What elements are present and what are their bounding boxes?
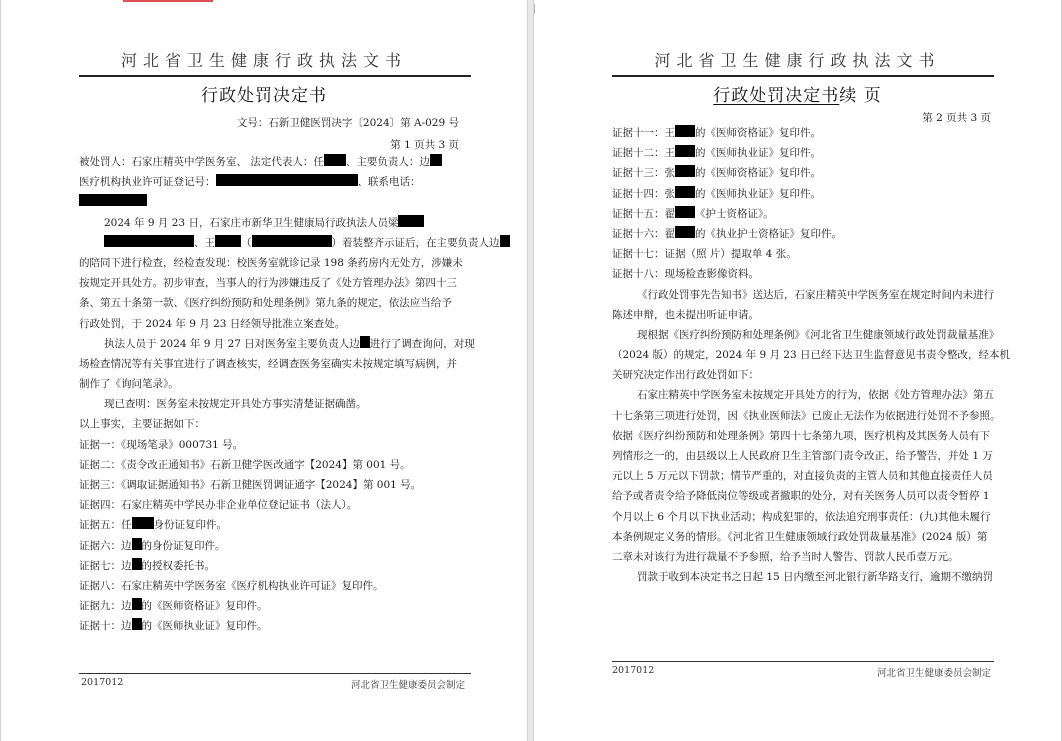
text-segment: 行政处罚，于 2024 年 9 月 23 日经领导批准立案查处。 xyxy=(79,317,346,330)
text-segment: 给予或者责令给予降低岗位等级或者撤职的处分，对有关医务人员可以责令暂停 1 xyxy=(612,490,990,503)
redaction-block xyxy=(216,174,358,186)
text-line xyxy=(79,273,471,293)
footer-rule xyxy=(79,673,471,674)
text-line xyxy=(612,285,994,305)
text-line xyxy=(79,213,471,233)
footer-form-code: 2017012 xyxy=(81,677,124,688)
text-line xyxy=(612,365,994,385)
text-line xyxy=(612,244,994,264)
text-line xyxy=(79,374,471,394)
document-header: 河北省卫生健康行政执法文书 xyxy=(120,51,407,70)
text-segment: ）着装整齐示证后，在主要负责人边 xyxy=(331,236,500,249)
text-segment: 现已查明：医务室未按规定开具处方事实清楚证据确凿。 xyxy=(104,398,367,411)
redaction-block xyxy=(132,538,142,550)
redaction-block xyxy=(675,206,695,218)
text-line xyxy=(612,527,994,547)
text-segment: 证据十四：张 xyxy=(612,187,675,200)
text-line xyxy=(79,495,471,515)
redaction-block xyxy=(675,226,695,238)
text-line xyxy=(79,253,471,273)
text-segment: 的《医师执业证》复印件。 xyxy=(141,620,268,633)
text-segment: 十七条第三项进行处罚，因《执业医师法》已废止无法作为依据进行处罚不予参照。 xyxy=(612,409,1001,422)
text-line xyxy=(79,233,500,253)
redaction-block xyxy=(104,235,194,247)
text-segment: 现根据《医疗纠纷预防和处理条例》《河北省卫生健康领域行政处罚裁量基准》 xyxy=(637,328,1000,341)
text-line xyxy=(79,152,471,172)
tab-indicator xyxy=(123,0,213,2)
text-segment: 按规定开具处方。初步审查，当事人的行为涉嫌违反了《处方管理办法》第四十三 xyxy=(79,277,457,290)
header-rule xyxy=(79,75,471,77)
text-segment: 的《医师执业证》复印件。 xyxy=(695,187,821,200)
redaction-block xyxy=(675,145,695,157)
text-segment: 的《医师资格证》复印件。 xyxy=(695,167,821,180)
text-line xyxy=(79,556,471,576)
text-line xyxy=(612,305,994,325)
redaction-block xyxy=(360,336,370,348)
footer-issuer: 河北省卫生健康委员会制定 xyxy=(876,668,991,679)
text-line xyxy=(612,446,994,466)
text-segment: 《行政处罚事先告知书》送达后，石家庄精英中学医务室在规定时间内未进行 xyxy=(637,288,994,301)
text-segment: 元以上 5 万元以下罚款；情节严重的，对直接负责的主管人员和其他直接责任人员 xyxy=(612,470,993,483)
text-line xyxy=(612,466,994,486)
text-segment: 条、第五十条第一款、《医疗纠纷预防和处理条例》第九条的规定，依法应当给予 xyxy=(79,297,452,310)
footer-issuer: 河北省卫生健康委员会制定 xyxy=(350,680,465,691)
text-line xyxy=(79,314,471,334)
text-line xyxy=(79,475,471,495)
text-line xyxy=(612,204,994,224)
text-segment: 证据二：《责令改正通知书》石新卫健学医改通字【2024】第 001 号。 xyxy=(79,458,411,471)
text-line xyxy=(612,385,994,405)
text-line xyxy=(79,334,475,354)
redaction-block xyxy=(398,215,424,227)
text-segment: 2024 年 9 月 23 日，石家庄市新华卫生健康局行政执法人员梁 xyxy=(104,216,399,229)
text-segment: 证据一：《现场笔录》000731 号。 xyxy=(79,438,244,451)
text-line xyxy=(612,345,1011,365)
redaction-block xyxy=(430,154,442,166)
text-segment: 证据十八：现场检查影像资料。 xyxy=(612,268,759,281)
text-segment: 的身份证复印件。 xyxy=(141,539,226,552)
text-line xyxy=(612,547,994,567)
text-segment: 证据四：石家庄精英中学民办非企业单位登记证书（法人）。 xyxy=(79,499,358,512)
page-indicator: 第 1 页共 3 页 xyxy=(390,139,459,151)
text-segment: 、联系电话： xyxy=(357,176,421,189)
text-segment: 证据十二：王 xyxy=(612,147,675,160)
text-segment: 二章未对该行为进行裁量不予参照，给予当时人警告、罚款人民币壹万元。 xyxy=(612,550,959,563)
redaction-block xyxy=(132,517,154,529)
redaction-block xyxy=(675,165,695,177)
page-indicator: 第 2 页共 3 页 xyxy=(922,112,991,124)
text-segment: 的《执业护士资格证》复印件。 xyxy=(695,227,842,240)
text-segment: 证据三：《调取证据通知书》石新卫健医罚调证通字【2024】第 001 号。 xyxy=(79,479,422,491)
text-line xyxy=(612,264,994,284)
text-segment: 的授权委托书。 xyxy=(141,559,215,572)
text-segment: 被处罚人：石家庄精英中学医务室、 法定代表人：任 xyxy=(79,156,324,168)
text-line xyxy=(612,567,994,587)
redaction-block xyxy=(252,235,332,247)
text-line xyxy=(612,123,994,143)
text-line xyxy=(612,325,1000,345)
text-segment: 证据十：边 xyxy=(79,620,132,633)
text-segment: 罚款于收到本决定书之日起 15 日内缴至河北银行新华路支行，逾期不缴纳罚 xyxy=(637,571,994,584)
text-line xyxy=(79,435,471,455)
text-segment: 制作了《询问笔录》。 xyxy=(79,378,179,391)
redaction-block xyxy=(215,235,241,247)
text-line xyxy=(612,143,994,163)
redaction-block xyxy=(132,558,142,570)
redaction-block xyxy=(132,618,142,630)
text-segment: 执法人员于 2024 年 9 月 27 日对医务室主要负责人边 xyxy=(104,337,360,350)
text-line xyxy=(79,192,471,212)
text-segment: 陈述申辩，也未提出听证申请。 xyxy=(612,308,759,321)
text-segment: 的陪同下进行检查，经检查发现：校医务室就诊记录 198 条药房内无处方，涉嫌未 xyxy=(79,256,463,269)
redaction-block xyxy=(132,598,142,610)
document-title xyxy=(534,81,1061,106)
text-line xyxy=(79,455,471,475)
document-number: 文号：石新卫健医罚决字〔2024〕第 A-029 号 xyxy=(236,117,459,129)
text-line xyxy=(79,596,471,616)
text-segment: 证据十五：翟 xyxy=(612,207,675,220)
document-title: 行政处罚决定书 xyxy=(201,86,327,106)
text-segment: 证据五：任 xyxy=(79,519,132,532)
redaction-block xyxy=(324,154,346,166)
text-line xyxy=(79,172,471,192)
text-segment: 列情形之一的，由县级以上人民政府卫生主管部门责令改正，给予警告，并处 1 万 xyxy=(612,450,993,462)
title-main: 行政处罚决定书 xyxy=(713,86,840,106)
text-segment: 关研究决定作出行政处罚如下： xyxy=(612,369,759,382)
text-segment: 证据十七：证据（照 片）提取单 4 张。 xyxy=(612,248,797,261)
text-line xyxy=(79,616,471,636)
text-line xyxy=(79,576,471,596)
document-page-1 xyxy=(0,0,528,741)
text-line xyxy=(612,163,994,183)
redaction-block xyxy=(79,194,147,206)
text-segment: 的《医师资格证》复印件。 xyxy=(695,127,821,139)
document-body xyxy=(79,152,500,637)
text-segment: 依据《医疗纠纷预防和处理条例》第四十七条第九项，医疗机构及其医务人员有下 xyxy=(612,429,990,442)
footer-rule xyxy=(612,661,994,662)
redaction-block xyxy=(675,125,695,137)
text-segment: 、主要负责人：边 xyxy=(345,156,430,168)
title-suffix: 续 页 xyxy=(839,86,882,106)
document-body xyxy=(612,123,1011,587)
text-segment: 证据九：边 xyxy=(79,600,132,613)
redaction-block xyxy=(500,235,510,247)
text-line xyxy=(612,406,1001,426)
footer-form-code: 2017012 xyxy=(612,665,655,676)
text-segment: 医疗机构执业许可证登记号： xyxy=(79,176,216,189)
text-segment: 证据六：边 xyxy=(79,539,132,552)
text-segment: 进行了调查询问，对现 xyxy=(369,337,475,350)
text-segment: （ xyxy=(241,236,252,249)
text-segment: 证据十三：张 xyxy=(612,167,675,180)
header-rule xyxy=(612,75,994,77)
text-line xyxy=(79,354,471,374)
text-segment: 以上事实，主要证据如下： xyxy=(79,418,205,431)
text-segment: 身份证复印件。 xyxy=(153,519,227,532)
text-segment: 的《医师执业证》复印件。 xyxy=(695,147,821,160)
text-segment: 证据十一：王 xyxy=(612,127,675,139)
document-page-2 xyxy=(533,0,1062,741)
document-header: 河北省卫生健康行政执法文书 xyxy=(654,51,941,70)
text-segment: 证据八：石家庄精英中学医务室《医疗机构执业许可证》复印件。 xyxy=(79,579,384,592)
text-line xyxy=(79,394,471,414)
page-edge-mark xyxy=(534,4,535,14)
text-segment: 、王 xyxy=(194,236,215,249)
text-line xyxy=(612,486,994,506)
text-segment: （2024 版）的规定，2024 年 9 月 23 日已经下达卫生监督意见书责令整改，经本机 xyxy=(612,349,1011,362)
text-line xyxy=(79,414,471,434)
text-line xyxy=(612,426,994,446)
text-line xyxy=(79,293,471,313)
redaction-block xyxy=(675,186,695,198)
text-line xyxy=(79,515,471,535)
text-segment: 《护士资格证》。 xyxy=(695,207,774,220)
text-segment: 的《医师资格证》复印件。 xyxy=(141,600,268,613)
text-segment: 证据十六：翟 xyxy=(612,227,675,240)
text-line xyxy=(612,184,994,204)
text-segment: 个月以上 6 个月以下执业活动；构成犯罪的，依法追究刑事责任：(九)其他未履行 xyxy=(612,510,991,523)
text-segment: 本条例规定义务的情形。《河北省卫生健康领域行政处罚裁量基准》(2024 版）第 xyxy=(612,530,988,543)
text-line xyxy=(612,507,994,527)
text-line xyxy=(79,536,471,556)
text-line xyxy=(612,224,994,244)
text-segment: 石家庄精英中学医务室未按规定开具处方的行为，依据《处方管理办法》第五 xyxy=(637,389,994,402)
text-segment: 场检查情况等有关事宜进行了调查核实，经调查医务室确实未按规定填写病例，并 xyxy=(79,357,457,370)
text-segment: 证据七：边 xyxy=(79,559,132,572)
